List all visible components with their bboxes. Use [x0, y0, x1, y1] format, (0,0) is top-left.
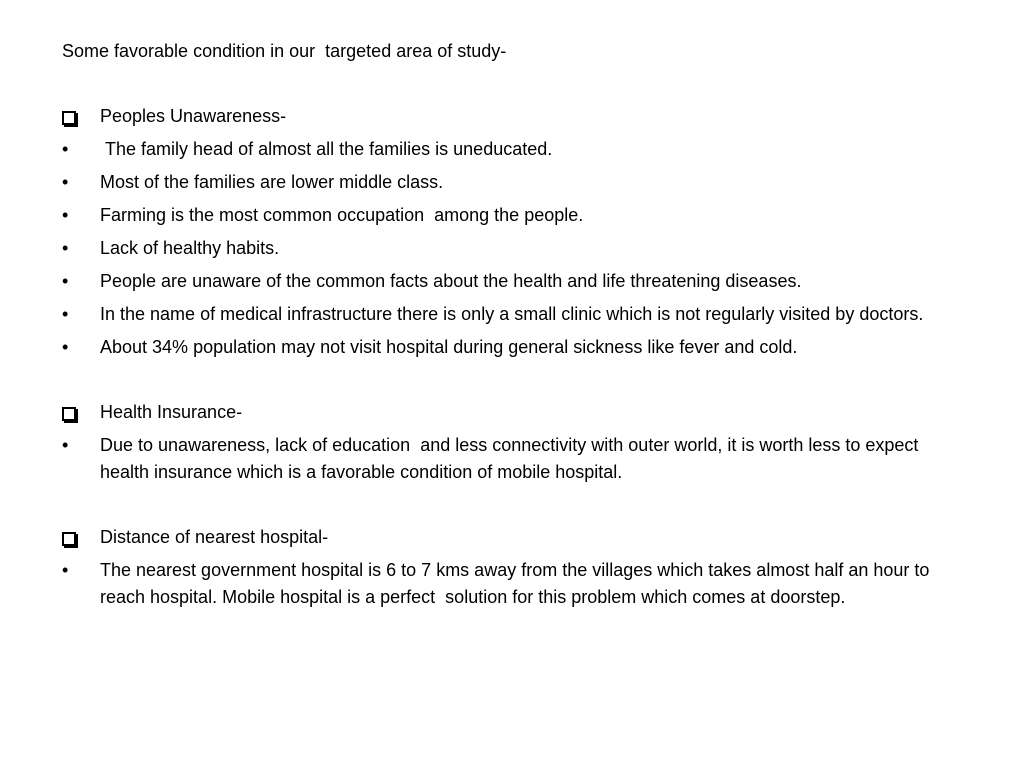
section-heading: Distance of nearest hospital-: [100, 527, 329, 547]
list-item-text: About 34% population may not visit hospital during general sickness like fever and cold.: [100, 337, 798, 357]
list-item: [62, 202, 962, 229]
list-item: [62, 334, 962, 361]
list-item-text: Farming is the most common occupation among the people.: [100, 205, 584, 225]
list-item-text: The family head of almost all the families is uneducated.: [100, 139, 553, 159]
bullet-icon: •: [62, 560, 69, 580]
list-item-text: People are unaware of the common facts about the health and life threatening diseases.: [100, 271, 802, 291]
list-item: [62, 557, 962, 611]
bullet-icon: •: [62, 172, 69, 192]
list-item: [62, 301, 962, 328]
list-item: [62, 169, 962, 196]
list-item: [62, 268, 962, 295]
bullet-icon: •: [62, 139, 69, 159]
section-heading: Peoples Unawareness-: [100, 106, 287, 126]
checkbox-icon: [62, 524, 100, 551]
section-heading-row: [62, 103, 962, 130]
list-item: [62, 432, 962, 486]
list-item: [62, 136, 962, 163]
bullet-icon: •: [62, 238, 69, 258]
intro-text: Some favorable condition in our targeted area of study-: [62, 41, 507, 61]
bullet-icon: •: [62, 435, 69, 455]
list-item-text: Most of the families are lower middle class.: [100, 172, 444, 192]
section-heading-row: [62, 524, 962, 551]
checkbox-icon: [62, 399, 100, 426]
bullet-icon: •: [62, 304, 69, 324]
list-item-text: In the name of medical infrastructure there is only a small clinic which is not regularly visited by doctors.: [100, 304, 924, 324]
bullet-icon: •: [62, 271, 69, 291]
bullet-icon: •: [62, 205, 69, 225]
bullet-icon: •: [62, 337, 69, 357]
section-heading: Health Insurance-: [100, 402, 243, 422]
section-distance-nearest-hospital: [62, 524, 962, 611]
list-item-text: The nearest government hospital is 6 to 7 kms away from the villages which takes almost half an hour to reach hospital. Mobile hospital is a perfect solution for this problem which comes at doorstep.: [100, 560, 935, 607]
list-item-text: Lack of healthy habits.: [100, 238, 280, 258]
list-item-text: Due to unawareness, lack of education and less connectivity with outer world, it is worth less to expect health insurance which is a favorable condition of mobile hospital.: [100, 435, 924, 482]
section-heading-row: [62, 399, 962, 426]
checkbox-icon: [62, 103, 100, 130]
section-health-insurance: [62, 399, 962, 486]
list-item: [62, 235, 962, 262]
slide-content: [62, 38, 962, 649]
section-peoples-unawareness: [62, 103, 962, 361]
